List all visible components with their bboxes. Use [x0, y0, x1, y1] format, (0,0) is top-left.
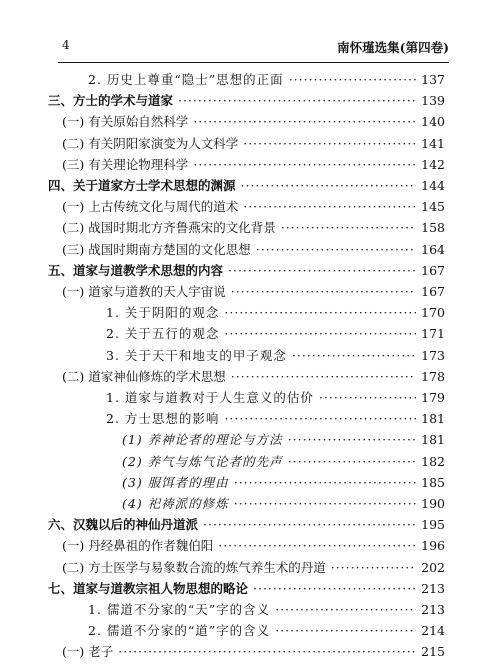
toc-entry-page: 215: [421, 644, 445, 660]
toc-entry[interactable]: [106, 346, 445, 368]
dot-leader: [288, 454, 416, 469]
toc-entry[interactable]: [48, 261, 445, 283]
dot-leader: [203, 517, 416, 532]
toc-entry-title: 1. 道家与道教对于人生意义的估价: [106, 390, 314, 405]
toc-entry-title: 2. 儒道不分家的“道”字的含义: [88, 623, 271, 639]
toc-entry-page: 181: [421, 432, 445, 448]
toc-entry-page: 142: [421, 156, 445, 172]
toc-entry[interactable]: [48, 515, 445, 537]
toc-entry-title: (一) 上古传统文化与周代的道术: [62, 199, 239, 215]
toc-entry-page: 173: [421, 347, 445, 363]
dot-leader: [193, 157, 416, 172]
toc-entry-page: 141: [421, 135, 445, 151]
toc-entry-page: 214: [421, 623, 445, 639]
toc-entry[interactable]: [62, 197, 445, 219]
toc-entry-title: (三) 有关理论物理科学: [62, 156, 189, 172]
dot-leader: [319, 390, 416, 405]
toc-entry-title: 六、汉魏以后的神仙丹道派: [48, 517, 199, 533]
dot-leader: [241, 178, 417, 193]
dot-leader: [234, 475, 416, 490]
toc-entry-page: 137: [421, 72, 445, 87]
toc-entry-title: (二) 方士医学与易象数合流的炼气养生术的丹道: [62, 559, 326, 575]
toc-entry[interactable]: [62, 155, 445, 177]
toc-entry-title: (一) 有关原始自然科学: [62, 114, 189, 130]
toc-entry[interactable]: [62, 367, 445, 389]
toc-entry[interactable]: [122, 473, 445, 495]
dot-leader: [218, 538, 416, 553]
toc-entry-title: 2. 关于五行的观念: [106, 326, 220, 342]
toc-entry-page: 171: [421, 326, 445, 342]
toc-entry-title: (4) 祀祷派的修炼: [122, 496, 229, 511]
toc-entry-page: 167: [421, 284, 445, 299]
toc-entry[interactable]: [62, 134, 445, 156]
toc-entry[interactable]: [62, 642, 445, 664]
toc-entry[interactable]: [106, 303, 445, 325]
toc-entry[interactable]: [122, 430, 445, 452]
toc-entry[interactable]: [62, 282, 445, 304]
toc-entry[interactable]: [88, 600, 445, 622]
toc-entry-page: 195: [421, 517, 445, 533]
toc-entry-title: (三) 战国时期南方楚国的文化思想: [62, 241, 251, 257]
dot-leader: [224, 411, 416, 426]
toc-entry-title: 七、道家与道教宗祖人物思想的略论: [48, 580, 249, 596]
toc-entry[interactable]: [62, 536, 445, 558]
toc-entry-page: 213: [421, 602, 445, 617]
dot-leader: [275, 623, 416, 638]
dot-leader: [281, 220, 416, 235]
toc-entry[interactable]: [48, 91, 445, 113]
dot-leader: [228, 263, 416, 278]
toc-entry[interactable]: [62, 218, 445, 240]
dot-leader: [224, 326, 416, 341]
toc-entry[interactable]: [122, 452, 445, 474]
toc-entry-title: (1) 养神论者的理论与方法: [122, 432, 283, 448]
dot-leader: [243, 199, 416, 214]
dot-leader: [234, 496, 416, 511]
toc-entry-page: 144: [421, 178, 445, 193]
dot-leader: [275, 602, 416, 617]
dot-leader: [118, 644, 416, 659]
toc-entry-title: (二) 道家神仙修炼的学术思想: [62, 368, 226, 384]
toc-entry-page: 182: [421, 453, 445, 469]
dot-leader: [331, 560, 416, 575]
toc-entry-title: (二) 有关阴阳家演变为人文科学: [62, 135, 239, 151]
dot-leader: [193, 114, 416, 129]
toc-entry[interactable]: [62, 112, 445, 134]
toc-entry[interactable]: [106, 409, 445, 431]
toc-entry[interactable]: [48, 176, 445, 198]
toc-entry-title: 五、道家与道教学术思想的内容: [48, 262, 224, 278]
toc-entry-title: (一) 道家与道教的天人宇宙说: [62, 284, 226, 299]
toc-entry-page: 170: [421, 305, 445, 321]
toc-entry-title: 1. 儒道不分家的“天”字的含义: [88, 602, 271, 617]
dot-leader: [292, 348, 416, 363]
page-number: 4: [62, 38, 70, 52]
toc-entry[interactable]: [88, 70, 445, 92]
toc-entry[interactable]: [106, 388, 445, 410]
dot-leader: [243, 136, 416, 151]
toc-entry-title: 三、方士的学术与道家: [48, 93, 174, 109]
dot-leader: [178, 93, 416, 108]
dot-leader: [288, 432, 416, 447]
toc-entry-page: 145: [421, 199, 445, 215]
toc-entry[interactable]: [122, 494, 445, 516]
toc-entry[interactable]: [88, 621, 445, 643]
toc-entry-page: 185: [421, 474, 445, 490]
toc-entry-page: 196: [421, 538, 445, 554]
toc-entry-page: 190: [421, 496, 445, 511]
dot-leader: [224, 305, 416, 320]
toc-entry-page: 178: [421, 368, 445, 384]
toc-entry-title: 2. 方士思想的影响: [106, 411, 220, 427]
dot-leader: [289, 72, 416, 87]
toc-entry[interactable]: [62, 558, 445, 580]
dot-leader: [256, 242, 416, 257]
toc-entry-title: (3) 服饵者的理由: [122, 474, 229, 490]
toc-entry-title: (一) 丹经鼻祖的作者魏伯阳: [62, 538, 214, 554]
toc-entry-page: 140: [421, 114, 445, 130]
toc-entry[interactable]: [48, 579, 445, 601]
toc-entry-title: 四、关于道家方士学术思想的渊源: [48, 178, 236, 193]
toc-entry-page: 181: [421, 411, 445, 427]
toc-entry-page: 158: [421, 220, 445, 236]
toc-entry-title: (2) 养气与炼气论者的先声: [122, 453, 283, 469]
toc-entry-title: 1. 关于阴阳的观念: [106, 305, 220, 321]
toc-entry-title: 3. 关于天干和地支的甲子观念: [106, 347, 287, 363]
dot-leader: [231, 284, 416, 299]
toc-entry[interactable]: [106, 324, 445, 346]
toc-entry-title: 2. 历史上尊重“隐士”思想的正面: [88, 72, 284, 87]
page-header: [58, 38, 449, 60]
toc-entry-page: 179: [421, 390, 445, 405]
toc-entry[interactable]: [62, 240, 445, 262]
toc-entry-page: 167: [421, 262, 445, 278]
toc-entry-page: 202: [421, 559, 445, 575]
header-rule: [58, 62, 449, 63]
toc-entry-page: 164: [421, 241, 445, 257]
toc-entry-page: 213: [421, 580, 445, 596]
toc-entry-title: (二) 战国时期北方齐鲁燕宋的文化背景: [62, 220, 276, 236]
book-title: 南怀瑾选集(第四卷): [337, 40, 449, 55]
toc-entry-title: (一) 老子: [62, 644, 114, 660]
toc-entry-page: 139: [421, 93, 445, 109]
dot-leader: [231, 369, 416, 384]
dot-leader: [253, 581, 416, 596]
